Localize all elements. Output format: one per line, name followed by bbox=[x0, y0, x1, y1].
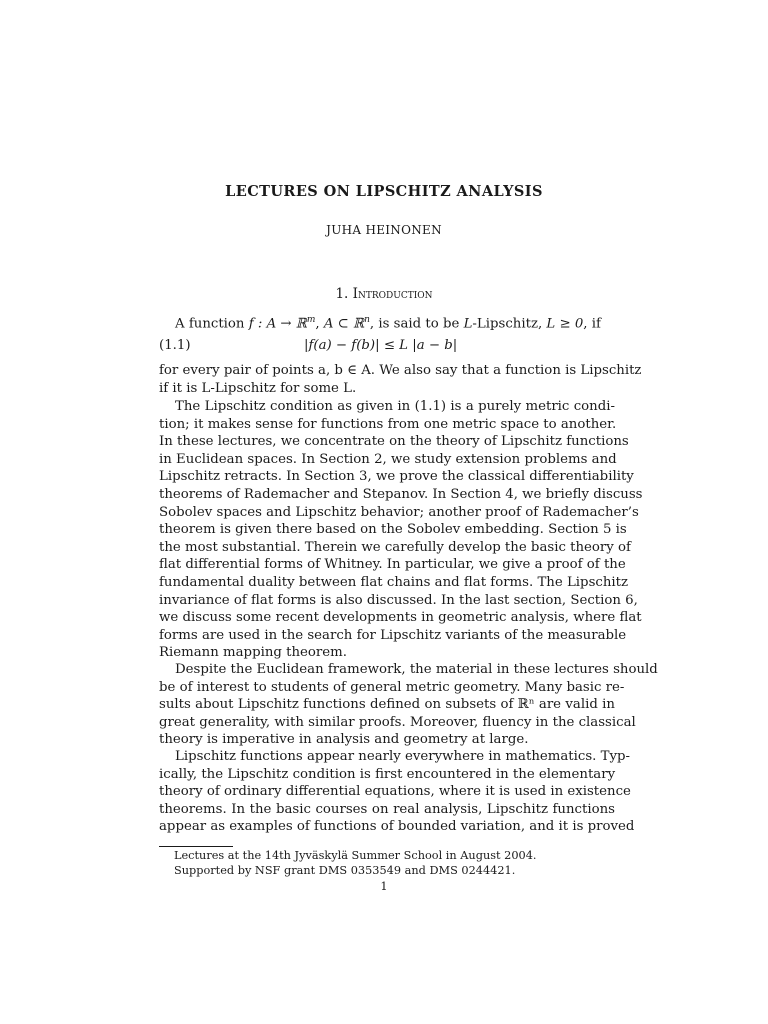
footnote-2: Supported by NSF grant DMS 0353549 and DMS 0244421. bbox=[174, 864, 516, 877]
intro-text-3: -Lipschitz, bbox=[472, 316, 547, 332]
text-line: great generality, with similar proofs. Moreover, fluency in the classical bbox=[159, 714, 636, 730]
text-line: flat differential forms of Whitney. In particular, we give a proof of the bbox=[159, 557, 626, 573]
intro-math-1: f : A → ℝ bbox=[248, 316, 307, 332]
text-line: Lipschitz retracts. In Section 3, we prove the classical differentiability bbox=[159, 469, 634, 485]
section-number: 1. bbox=[335, 286, 349, 302]
text-line: Sobolev spaces and Lipschitz behavior; another proof of Rademacher’s bbox=[159, 504, 639, 520]
paragraph-3 bbox=[159, 661, 658, 749]
intro-comma: , bbox=[315, 316, 324, 332]
text-line: the most substantial. Therein we carefully develop the basic theory of bbox=[159, 539, 631, 555]
text-line: ically, the Lipschitz condition is first encountered in the elementary bbox=[159, 766, 616, 782]
intro-definition bbox=[159, 312, 615, 333]
footnote-1: Lectures at the 14th Jyväskylä Summer School in August 2004. bbox=[174, 849, 537, 862]
text-line: The Lipschitz condition as given in (1.1) is a purely metric condi- bbox=[175, 399, 615, 414]
intro-text-4: , if bbox=[583, 316, 601, 332]
paragraph-4 bbox=[159, 748, 635, 836]
text-line: for every pair of points a, b ∈ A. We also say that a function is Lipschitz bbox=[159, 363, 642, 378]
section-heading bbox=[0, 286, 768, 302]
text-line: if it is L-Lipschitz for some L. bbox=[159, 380, 357, 396]
text-line: Lipschitz functions appear nearly everywhere in mathematics. Typ- bbox=[175, 749, 630, 764]
text-line: theory of ordinary differential equations, where it is used in existence bbox=[159, 784, 631, 800]
text-line: Riemann mapping theorem. bbox=[159, 645, 347, 661]
text-line: theorems of Rademacher and Stepanov. In Section 4, we briefly discuss bbox=[159, 486, 643, 502]
text-line: theory is imperative in analysis and geometry at large. bbox=[159, 732, 529, 748]
equation-expression: |f(a) − f(b)| ≤ L |a − b| bbox=[304, 338, 458, 353]
paragraph-2 bbox=[159, 398, 643, 662]
text-line: be of interest to students of general metric geometry. Many basic re- bbox=[159, 679, 625, 695]
text-line: In these lectures, we concentrate on the theory of Lipschitz functions bbox=[159, 434, 629, 450]
intro-condition: L ≥ 0 bbox=[546, 316, 584, 332]
intro-text-2: , is said to be bbox=[369, 316, 464, 332]
text-line: theorems. In the basic courses on real analysis, Lipschitz functions bbox=[159, 801, 615, 817]
text-line: theorem is given there based on the Sobolev embedding. Section 5 is bbox=[159, 522, 627, 538]
paper-title: LECTURES ON LIPSCHITZ ANALYSIS bbox=[225, 183, 543, 200]
intro-line bbox=[159, 312, 615, 333]
intro-math-2: A ⊂ ℝ bbox=[323, 316, 365, 332]
page-number: 1 bbox=[380, 880, 388, 893]
section-title: Introduction bbox=[352, 286, 433, 302]
equation-number: (1.1) bbox=[159, 338, 191, 353]
text-line: tion; it makes sense for functions from one metric space to another. bbox=[159, 416, 617, 432]
footnote-rule bbox=[159, 846, 233, 847]
text-line: appear as examples of functions of bounded variation, and it is proved bbox=[159, 819, 635, 835]
text-line: sults about Lipschitz functions defined on subsets of ℝⁿ are valid in bbox=[159, 697, 615, 713]
intro-sup-n: n bbox=[364, 315, 370, 325]
equation-1-1 bbox=[159, 338, 615, 356]
text-line: forms are used in the search for Lipschitz variants of the measurable bbox=[159, 627, 627, 643]
text-line: we discuss some recent developments in geometric analysis, where flat bbox=[159, 610, 642, 626]
text-line: in Euclidean spaces. In Section 2, we study extension problems and bbox=[159, 451, 617, 467]
intro-text-1: A function bbox=[175, 316, 249, 332]
text-line: fundamental duality between flat chains and flat forms. The Lipschitz bbox=[159, 574, 629, 590]
intro-L: L bbox=[463, 316, 473, 332]
paper-author: JUHA HEINONEN bbox=[326, 223, 442, 237]
text-line: invariance of flat forms is also discussed. In the last section, Section 6, bbox=[159, 592, 638, 608]
text-line: Despite the Euclidean framework, the material in these lectures should bbox=[175, 662, 658, 677]
after-equation-text bbox=[159, 362, 642, 397]
intro-sup-m: m bbox=[306, 315, 316, 325]
